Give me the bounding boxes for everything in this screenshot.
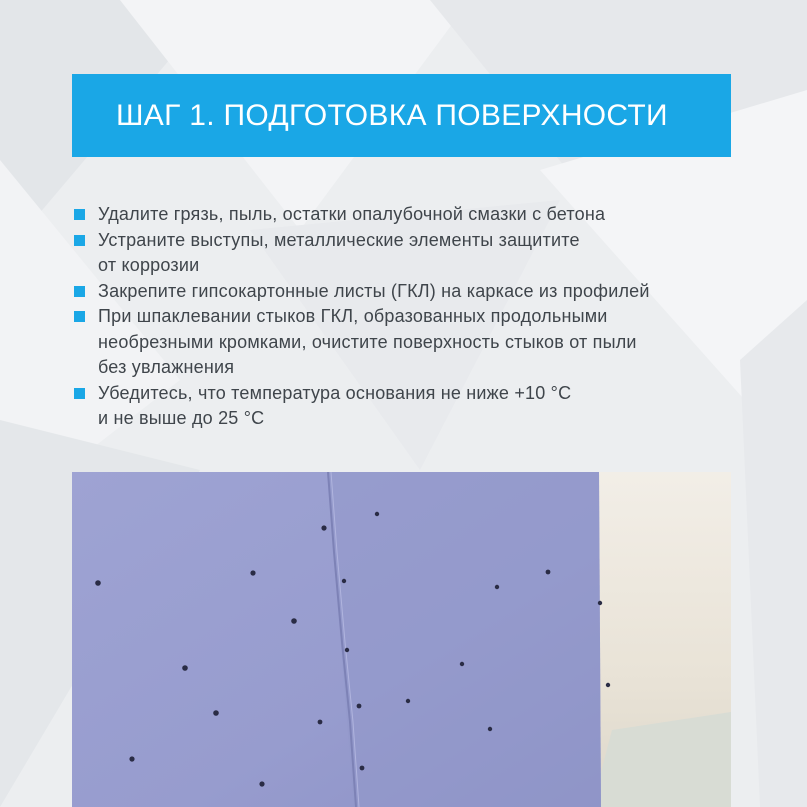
list-item-text: необрезными кромками, очистите поверхность стыков от пыли xyxy=(98,331,637,352)
list-item-text: Удалите грязь, пыль, остатки опалубочной смазки с бетона xyxy=(98,204,606,224)
list-item-text: от коррозии xyxy=(98,255,200,275)
list-item xyxy=(72,304,762,381)
list-item xyxy=(72,228,762,279)
step-banner xyxy=(72,74,731,157)
list-item-text: и не выше до 25 °C xyxy=(98,408,265,428)
list-item xyxy=(72,202,762,228)
list-item-text: без увлажнения xyxy=(98,357,235,377)
square-bullet-icon xyxy=(74,388,85,399)
list-item xyxy=(72,381,762,432)
step-title: ШАГ 1. ПОДГОТОВКА ПОВЕРХНОСТИ xyxy=(116,98,668,132)
step-list xyxy=(72,202,762,432)
list-item-text: При шпаклевании стыков ГКЛ, образованных продольными xyxy=(98,306,608,326)
square-bullet-icon xyxy=(74,235,85,246)
list-item-text: Закрепите гипсокартонные листы (ГКЛ) на каркасе из профилей xyxy=(98,280,650,301)
list-item xyxy=(72,279,762,305)
square-bullet-icon xyxy=(74,209,85,220)
drywall-photo xyxy=(72,472,731,807)
square-bullet-icon xyxy=(74,311,85,322)
square-bullet-icon xyxy=(74,286,85,297)
list-item-text: Устраните выступы, металлические элементы защитите xyxy=(98,229,580,250)
list-item-text: Убедитесь, что температура основания не ниже +10 °C xyxy=(98,382,572,403)
